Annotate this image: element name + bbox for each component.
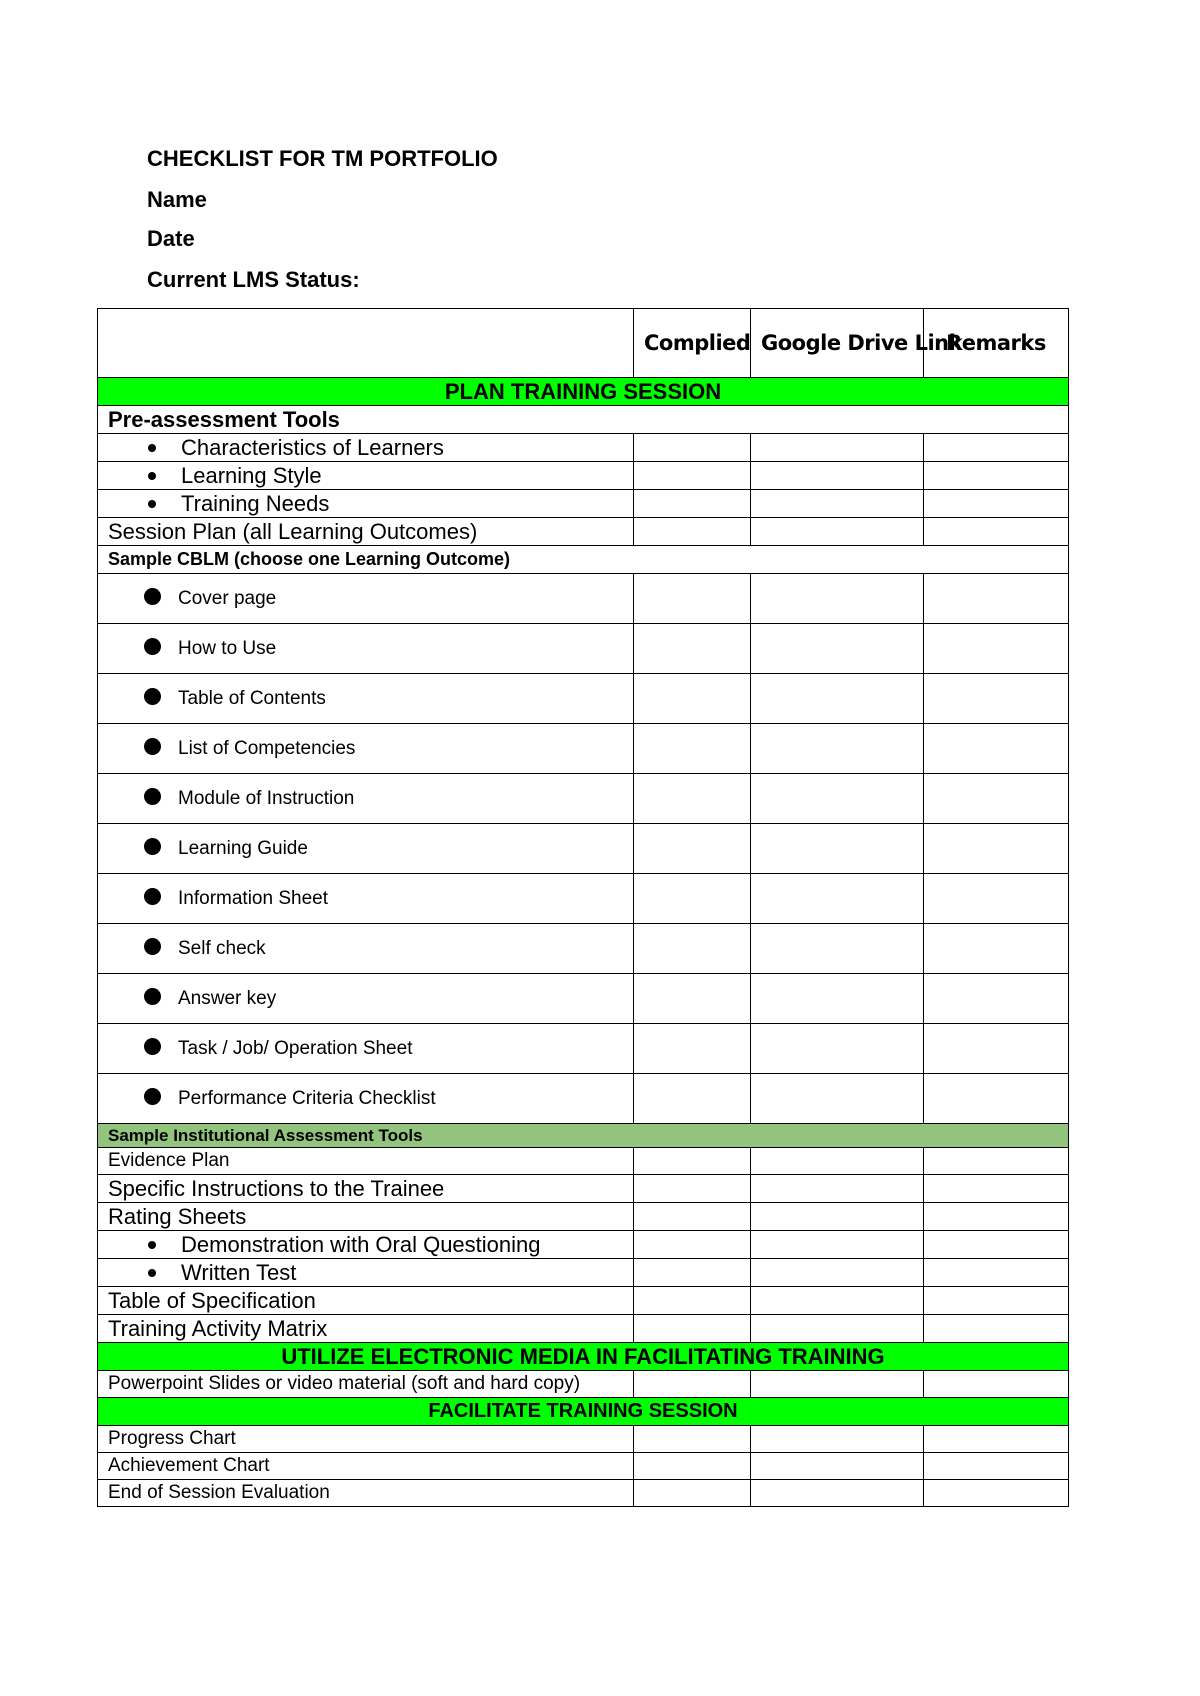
table-row [98, 434, 1069, 462]
remarks-cell[interactable] [924, 518, 1069, 546]
table-row [98, 874, 1069, 924]
table-row [98, 1315, 1069, 1343]
item-label: List of Competencies [178, 737, 356, 759]
remarks-cell[interactable] [924, 574, 1069, 624]
complied-cell[interactable] [634, 1315, 751, 1343]
bullet-icon [144, 1038, 161, 1055]
item-cell [98, 924, 634, 974]
document-title: CHECKLIST FOR TM PORTFOLIO [147, 146, 498, 171]
item-cell [98, 1259, 634, 1287]
table-row [98, 774, 1069, 824]
complied-cell[interactable] [634, 1453, 751, 1480]
remarks-cell[interactable] [924, 874, 1069, 924]
complied-cell[interactable] [634, 774, 751, 824]
remarks-cell[interactable] [924, 1024, 1069, 1074]
section-electronic-media [98, 1343, 1069, 1371]
item-label: End of Session Evaluation [98, 1480, 634, 1507]
table-row [98, 1371, 1069, 1398]
bullet-icon [148, 1241, 156, 1249]
item-label: Written Test [181, 1259, 297, 1285]
complied-cell[interactable] [634, 1287, 751, 1315]
complied-cell[interactable] [634, 518, 751, 546]
section-title: UTILIZE ELECTRONIC MEDIA IN FACILITATING TRAINING [98, 1343, 1069, 1371]
drive-link-cell[interactable] [751, 624, 924, 674]
bullet-icon [144, 1088, 161, 1105]
table-row [98, 1024, 1069, 1074]
remarks-cell[interactable] [924, 462, 1069, 490]
table-row [98, 1453, 1069, 1480]
table-row [98, 462, 1069, 490]
table-row [98, 674, 1069, 724]
bullet-icon [144, 588, 161, 605]
bullet-icon [148, 472, 156, 480]
drive-link-cell[interactable] [751, 1074, 924, 1124]
complied-cell[interactable] [634, 974, 751, 1024]
table-row [98, 1148, 1069, 1175]
item-cell [98, 574, 634, 624]
remarks-cell[interactable] [924, 1453, 1069, 1480]
bullet-icon [144, 788, 161, 805]
remarks-cell[interactable] [924, 1259, 1069, 1287]
item-label: Evidence Plan [98, 1148, 634, 1175]
complied-cell[interactable] [634, 824, 751, 874]
drive-link-cell[interactable] [751, 774, 924, 824]
drive-link-cell[interactable] [751, 1287, 924, 1315]
item-label: Performance Criteria Checklist [178, 1087, 436, 1109]
item-cell [98, 724, 634, 774]
drive-link-cell[interactable] [751, 1203, 924, 1231]
item-label: Training Needs [181, 490, 330, 516]
table-row [98, 624, 1069, 674]
drive-link-cell[interactable] [751, 974, 924, 1024]
table-row [98, 1480, 1069, 1507]
item-label: Module of Instruction [178, 787, 355, 809]
item-label: Table of Contents [178, 687, 326, 709]
bullet-icon [144, 688, 161, 705]
complied-cell[interactable] [634, 1175, 751, 1203]
item-label: Learning Style [181, 462, 322, 488]
drive-link-cell[interactable] [751, 1453, 924, 1480]
section-facilitate-training [98, 1398, 1069, 1426]
remarks-cell[interactable] [924, 1371, 1069, 1398]
remarks-cell[interactable] [924, 924, 1069, 974]
item-cell [98, 1024, 634, 1074]
item-cell [98, 462, 634, 490]
item-cell [98, 1231, 634, 1259]
table-row [98, 1231, 1069, 1259]
drive-link-cell[interactable] [751, 434, 924, 462]
remarks-cell[interactable] [924, 624, 1069, 674]
table-row [98, 1203, 1069, 1231]
item-label: How to Use [178, 637, 277, 659]
item-cell [98, 824, 634, 874]
remarks-cell[interactable] [924, 1148, 1069, 1175]
drive-link-cell[interactable] [751, 1148, 924, 1175]
item-label: Achievement Chart [98, 1453, 634, 1480]
drive-link-cell[interactable] [751, 462, 924, 490]
remarks-cell[interactable] [924, 434, 1069, 462]
lms-status-label: Current LMS Status: [147, 267, 360, 292]
bullet-icon [144, 938, 161, 955]
item-cell [98, 974, 634, 1024]
remarks-cell[interactable] [924, 490, 1069, 518]
drive-link-cell[interactable] [751, 574, 924, 624]
subheading-label: Pre-assessment Tools [98, 406, 1069, 434]
item-cell [98, 624, 634, 674]
complied-cell[interactable] [634, 434, 751, 462]
bullet-icon [144, 838, 161, 855]
drive-link-cell[interactable] [751, 874, 924, 924]
table-row [98, 724, 1069, 774]
complied-cell[interactable] [634, 924, 751, 974]
complied-cell[interactable] [634, 1231, 751, 1259]
item-cell [98, 490, 634, 518]
drive-link-cell[interactable] [751, 1426, 924, 1453]
drive-link-cell[interactable] [751, 1315, 924, 1343]
table-row [98, 574, 1069, 624]
item-cell [98, 774, 634, 824]
complied-cell[interactable] [634, 1203, 751, 1231]
item-label: Rating Sheets [98, 1203, 634, 1231]
column-header-row [98, 309, 1069, 378]
complied-cell[interactable] [634, 1148, 751, 1175]
table-row [98, 1175, 1069, 1203]
drive-link-cell[interactable] [751, 1231, 924, 1259]
item-cell [98, 874, 634, 924]
complied-cell[interactable] [634, 1024, 751, 1074]
remarks-cell[interactable] [924, 724, 1069, 774]
item-cell [98, 1074, 634, 1124]
drive-link-column-header: Google Drive Link [751, 309, 924, 378]
bullet-icon [144, 638, 161, 655]
item-cell [98, 434, 634, 462]
section-title: PLAN TRAINING SESSION [98, 378, 1069, 406]
subheading-cblm [98, 546, 1069, 574]
drive-link-cell[interactable] [751, 1259, 924, 1287]
checklist-table [97, 308, 1069, 1507]
drive-link-cell[interactable] [751, 518, 924, 546]
table-row [98, 924, 1069, 974]
remarks-cell[interactable] [924, 1287, 1069, 1315]
remarks-cell[interactable] [924, 1203, 1069, 1231]
complied-cell[interactable] [634, 1480, 751, 1507]
item-label: Answer key [178, 987, 277, 1009]
complied-cell[interactable] [634, 490, 751, 518]
bullet-icon [148, 500, 156, 508]
table-row [98, 1426, 1069, 1453]
bullet-icon [144, 988, 161, 1005]
item-cell [98, 674, 634, 724]
complied-cell[interactable] [634, 1074, 751, 1124]
drive-link-cell[interactable] [751, 924, 924, 974]
item-label: Task / Job/ Operation Sheet [178, 1037, 413, 1059]
item-label: Table of Specification [98, 1287, 634, 1315]
drive-link-cell[interactable] [751, 674, 924, 724]
table-row [98, 1259, 1069, 1287]
table-row [98, 824, 1069, 874]
item-label: Cover page [178, 587, 277, 609]
item-label: Session Plan (all Learning Outcomes) [98, 518, 634, 546]
complied-cell[interactable] [634, 674, 751, 724]
subheading-label: Sample CBLM (choose one Learning Outcome) [98, 546, 1069, 574]
complied-cell[interactable] [634, 724, 751, 774]
item-label: Demonstration with Oral Questioning [181, 1231, 541, 1257]
remarks-cell[interactable] [924, 1175, 1069, 1203]
subheading-assessment-tools [98, 1124, 1069, 1148]
section-plan-training [98, 378, 1069, 406]
remarks-cell[interactable] [924, 824, 1069, 874]
remarks-cell[interactable] [924, 1074, 1069, 1124]
subheading-label: Sample Institutional Assessment Tools [98, 1124, 1069, 1148]
complied-cell[interactable] [634, 1259, 751, 1287]
remarks-cell[interactable] [924, 1480, 1069, 1507]
item-label: Characteristics of Learners [181, 434, 444, 460]
drive-link-cell[interactable] [751, 1371, 924, 1398]
remarks-cell[interactable] [924, 674, 1069, 724]
remarks-cell[interactable] [924, 1315, 1069, 1343]
complied-cell[interactable] [634, 624, 751, 674]
item-label: Training Activity Matrix [98, 1315, 634, 1343]
item-label: Information Sheet [178, 887, 328, 909]
table-row [98, 518, 1069, 546]
item-label: Learning Guide [178, 837, 308, 859]
date-label: Date [147, 226, 195, 251]
item-label: Powerpoint Slides or video material (soft and hard copy) [98, 1371, 634, 1398]
table-row [98, 974, 1069, 1024]
complied-cell[interactable] [634, 1426, 751, 1453]
item-label: Self check [178, 937, 266, 959]
complied-cell[interactable] [634, 574, 751, 624]
drive-link-cell[interactable] [751, 1175, 924, 1203]
drive-link-cell[interactable] [751, 824, 924, 874]
bullet-icon [144, 738, 161, 755]
name-label: Name [147, 187, 207, 212]
complied-cell[interactable] [634, 1371, 751, 1398]
drive-link-cell[interactable] [751, 490, 924, 518]
item-label: Progress Chart [98, 1426, 634, 1453]
subheading-pre-assessment [98, 406, 1069, 434]
complied-cell[interactable] [634, 874, 751, 924]
complied-cell[interactable] [634, 462, 751, 490]
remarks-cell[interactable] [924, 1231, 1069, 1259]
bullet-icon [148, 1269, 156, 1277]
table-row [98, 1287, 1069, 1315]
bullet-icon [144, 888, 161, 905]
item-column-header [98, 309, 634, 378]
drive-link-cell[interactable] [751, 1480, 924, 1507]
item-label: Specific Instructions to the Trainee [98, 1175, 634, 1203]
complied-column-header: Complied [634, 309, 751, 378]
remarks-cell[interactable] [924, 974, 1069, 1024]
drive-link-cell[interactable] [751, 724, 924, 774]
drive-link-cell[interactable] [751, 1024, 924, 1074]
remarks-cell[interactable] [924, 1426, 1069, 1453]
table-row [98, 490, 1069, 518]
section-title: FACILITATE TRAINING SESSION [98, 1398, 1069, 1426]
table-row [98, 1074, 1069, 1124]
remarks-cell[interactable] [924, 774, 1069, 824]
remarks-column-header: Remarks [924, 309, 1069, 378]
bullet-icon [148, 444, 156, 452]
